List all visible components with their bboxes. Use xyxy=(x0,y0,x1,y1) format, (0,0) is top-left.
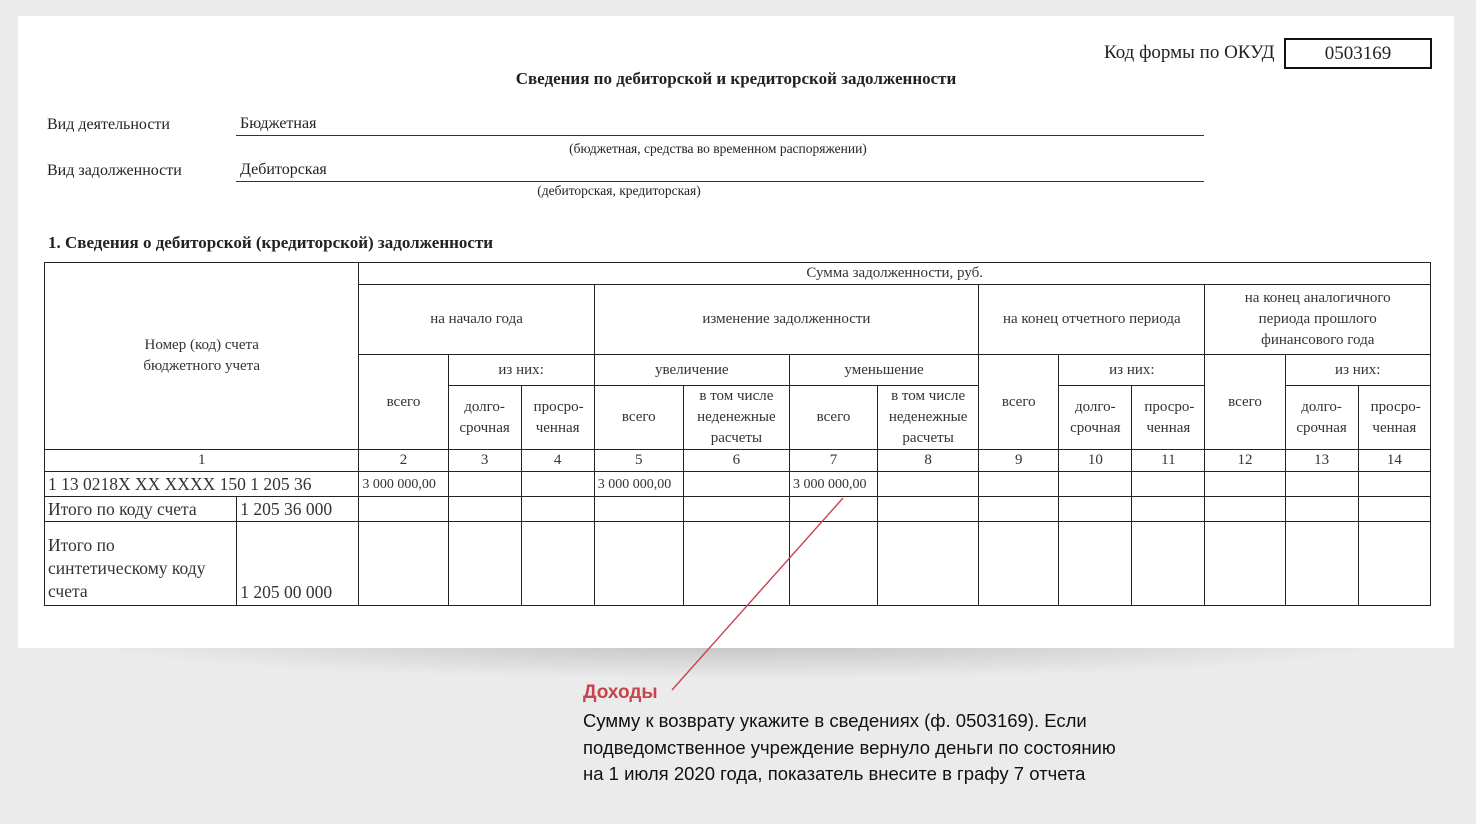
col-number: 4 xyxy=(521,450,594,472)
table-cell xyxy=(1358,522,1430,606)
col-number: 14 xyxy=(1358,450,1430,472)
table-cell xyxy=(594,497,683,522)
table-cell xyxy=(1358,497,1430,522)
row3-code: 1 205 00 000 xyxy=(237,522,359,606)
header-prev-total: всего xyxy=(1205,355,1285,450)
row1-decrease-total: 3 000 000,00 xyxy=(789,472,877,497)
header-prev-overdue: просро-ченная xyxy=(1358,386,1430,450)
row1-start-total: 3 000 000,00 xyxy=(359,472,448,497)
header-start-long-term: долго-срочная xyxy=(448,386,521,450)
table-cell xyxy=(789,522,877,606)
header-end-total: всего xyxy=(979,355,1059,450)
col-number: 1 xyxy=(45,450,359,472)
header-account: Номер (код) счета бюджетного учета xyxy=(45,263,359,450)
col-number: 5 xyxy=(594,450,683,472)
section-title: 1. Сведения о дебиторской (кредиторской) задолженности xyxy=(48,233,494,252)
table-cell xyxy=(594,522,683,606)
form-title: Сведения по дебиторской и кредиторской задолженности xyxy=(515,69,957,88)
col-number: 6 xyxy=(683,450,789,472)
annotation-text: Сумму к возврату укажите в сведениях (ф. 0503169). Если подведомственное учреждение вернуло деньги по состоянию на 1 июля 2020 года, показатель внесите в графу 7 отчета xyxy=(583,710,1116,784)
table-cell xyxy=(1205,497,1285,522)
table-cell xyxy=(878,472,979,497)
table-cell xyxy=(1059,522,1132,606)
table-cell xyxy=(979,522,1059,606)
table-cell xyxy=(1358,472,1430,497)
header-end-long-term: долго-срочная xyxy=(1059,386,1132,450)
table-cell xyxy=(521,472,594,497)
table-cell xyxy=(1059,472,1132,497)
header-increase-noncash: в том числе неденежные расчеты xyxy=(683,386,789,450)
table-cell xyxy=(1059,497,1132,522)
table-cell xyxy=(448,497,521,522)
row2-code: 1 205 36 000 xyxy=(237,497,359,522)
debt-type-label: Вид задолженности xyxy=(47,162,182,179)
table-cell xyxy=(1285,497,1358,522)
table-cell xyxy=(1132,522,1205,606)
form-sheet xyxy=(18,16,1454,648)
header-start-total: всего xyxy=(359,355,448,450)
table-cell xyxy=(683,497,789,522)
col-number: 13 xyxy=(1285,450,1358,472)
table-cell xyxy=(1205,522,1285,606)
header-decrease-noncash: в том числе неденежные расчеты xyxy=(878,386,979,450)
header-increase: увеличение xyxy=(594,355,789,386)
header-start-year: на начало года xyxy=(359,285,594,355)
table-cell xyxy=(521,522,594,606)
activity-hint: (бюджетная, средства во временном распоряжении) xyxy=(569,141,867,156)
table-cell xyxy=(789,497,877,522)
header-increase-total: всего xyxy=(594,386,683,450)
debt-table xyxy=(44,262,1431,606)
row2-label: Итого по коду счета xyxy=(45,497,237,522)
table-cell xyxy=(521,497,594,522)
header-end-overdue: просро-ченная xyxy=(1132,386,1205,450)
col-number: 7 xyxy=(789,450,877,472)
table-cell xyxy=(683,522,789,606)
table-cell xyxy=(448,522,521,606)
table-cell xyxy=(979,497,1059,522)
table-cell xyxy=(359,522,448,606)
table-cell xyxy=(1132,497,1205,522)
row1-increase-total: 3 000 000,00 xyxy=(594,472,683,497)
header-end-period: на конец отчетного периода xyxy=(979,285,1205,355)
header-prev-long-term: долго-срочная xyxy=(1285,386,1358,450)
col-number: 9 xyxy=(979,450,1059,472)
debt-type-value: Дебиторская xyxy=(236,161,1204,182)
col-number: 3 xyxy=(448,450,521,472)
col-number: 11 xyxy=(1132,450,1205,472)
row3-label: Итого по синтетическому коду счета xyxy=(45,522,237,606)
okud-label: Код формы по ОКУД xyxy=(1104,42,1275,63)
col-number: 10 xyxy=(1059,450,1132,472)
header-start-of-them: из них: xyxy=(448,355,594,386)
row1-account: 1 13 0218X XX XXXX 150 1 205 36 xyxy=(45,472,359,497)
table-cell xyxy=(979,472,1059,497)
table-cell xyxy=(1205,472,1285,497)
header-start-overdue: просро-ченная xyxy=(521,386,594,450)
col-number: 12 xyxy=(1205,450,1285,472)
header-end-prev-year: на конец аналогичного периода прошлого финансового года xyxy=(1205,285,1431,355)
table-cell xyxy=(878,497,979,522)
header-end-of-them: из них: xyxy=(1059,355,1205,386)
table-cell xyxy=(1285,472,1358,497)
header-sum: Сумма задолженности, руб. xyxy=(359,263,1431,285)
table-cell xyxy=(683,472,789,497)
table-cell xyxy=(359,497,448,522)
header-decrease-total: всего xyxy=(789,386,877,450)
annotation-title: Доходы xyxy=(583,682,658,703)
col-number: 2 xyxy=(359,450,448,472)
header-decrease: уменьшение xyxy=(789,355,978,386)
table-cell xyxy=(1132,472,1205,497)
okud-code: 0503169 xyxy=(1284,38,1432,69)
table-row xyxy=(45,472,1431,497)
table-cell xyxy=(1285,522,1358,606)
activity-label: Вид деятельности xyxy=(47,116,170,133)
header-change: изменение задолженности xyxy=(594,285,978,355)
table-cell xyxy=(878,522,979,606)
table-row xyxy=(45,522,1431,606)
activity-value: Бюджетная xyxy=(236,115,1204,136)
table-cell xyxy=(448,472,521,497)
header-prev-of-them: из них: xyxy=(1285,355,1430,386)
table-row xyxy=(45,497,1431,522)
col-number: 8 xyxy=(878,450,979,472)
debt-type-hint: (дебиторская, кредиторская) xyxy=(537,183,701,198)
